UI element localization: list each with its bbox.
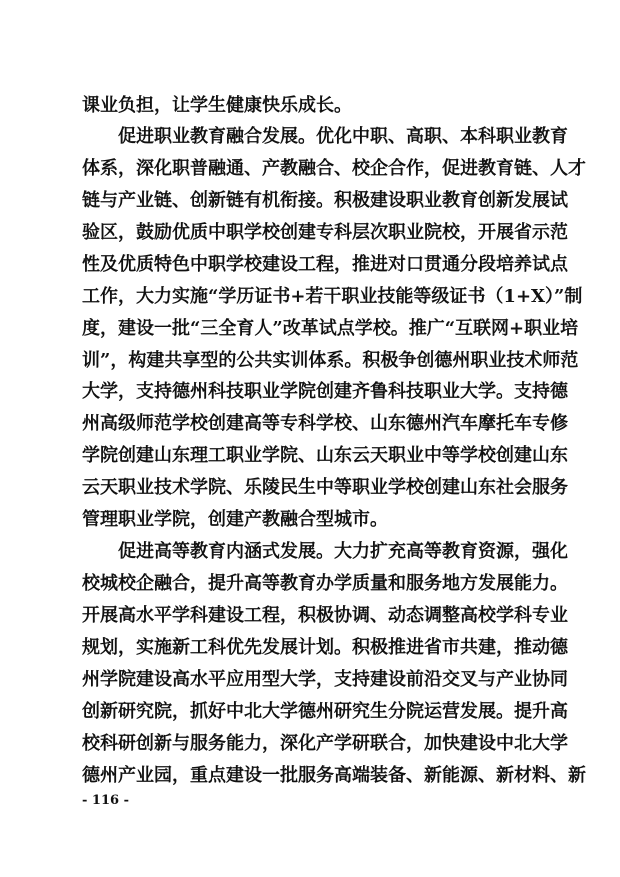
- text-line: 课业负担，让学生健康快乐成长。: [82, 95, 352, 116]
- paragraph-heading-line: 促进职业教育融合发展。优化中职、高职、本科职业教育: [118, 126, 568, 147]
- text-line: 大学，支持德州科技职业学院创建齐鲁科技职业大学。支持德: [82, 381, 568, 402]
- text-line: 验区，鼓励优质中职学校创建专科层次职业院校，开展省示范: [82, 222, 568, 243]
- text-line: 德州产业园，重点建设一批服务高端装备、新能源、新材料、新: [82, 765, 586, 786]
- text-line: 开展高水平学科建设工程，积极协调、动态调整高校学科专业: [82, 605, 568, 626]
- text-line: 链与产业链、创新链有机衔接。积极建设职业教育创新发展试: [82, 190, 568, 211]
- text-line: 管理职业学院，创建产教融合型城市。: [82, 509, 388, 530]
- text-line: 学院创建山东理工职业学院、山东云天职业中等学校创建山东: [82, 445, 568, 466]
- text-line: 度，建设一批“三全育人”改革试点学校。推广“互联网+职业培: [82, 318, 579, 339]
- text-line: 州学院建设高水平应用型大学，支持建设前沿交叉与产业协同: [82, 669, 568, 690]
- text-line: 州高级师范学校创建高等专科学校、山东德州汽车摩托车专修: [82, 413, 568, 434]
- paragraph-heading-line: 促进高等教育内涵式发展。大力扩充高等教育资源，强化: [118, 541, 568, 562]
- text-line: 校科研创新与服务能力，深化产学研联合，加快建设中北大学: [82, 733, 568, 754]
- text-line: 云天职业技术学院、乐陵民生中等职业学校创建山东社会服务: [82, 477, 568, 498]
- text-line: 工作，大力实施“学历证书+若干职业技能等级证书（1+X）”制: [82, 286, 583, 307]
- text-line: 校城校企融合，提升高等教育办学质量和服务地方发展能力。: [82, 573, 568, 594]
- text-line: 训”，构建共享型的公共实训体系。积极争创德州职业技术师范: [82, 350, 579, 371]
- text-line: 创新研究院，抓好中北大学德州研究生分院运营发展。提升高: [82, 701, 568, 722]
- text-line: 规划，实施新工科优先发展计划。积极推进省市共建，推动德: [82, 637, 568, 658]
- text-line: 性及优质特色中职学校建设工程，推进对口贯通分段培养试点: [82, 254, 568, 275]
- text-line: 体系，深化职普融通、产教融合、校企合作，促进教育链、人才: [82, 158, 586, 179]
- page-number: - 116 -: [82, 793, 129, 808]
